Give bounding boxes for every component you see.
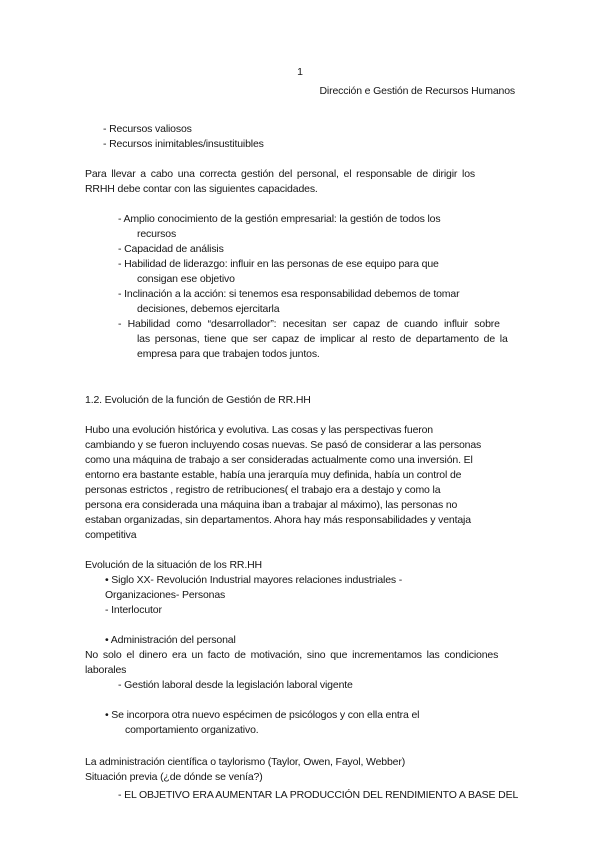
- text-line: Situación previa (¿de dónde se venía?): [85, 771, 263, 783]
- text-line: - EL OBJETIVO ERA AUMENTAR LA PRODUCCIÓN DEL RENDIMIENTO A BASE DEL: [118, 789, 519, 801]
- text-line: estaban organizadas, sin departamentos. Ahora hay más responsabilidades y ventaja: [85, 514, 471, 526]
- spacer: [85, 99, 515, 122]
- text-line: • Siglo XX- Revolución Industrial mayores relaciones industriales -: [105, 574, 403, 586]
- text-line: • Administración del personal: [105, 634, 236, 646]
- spacer: [85, 543, 515, 558]
- text-line: Para llevar a cabo una correcta gestión del personal, el responsable de dirigir los: [85, 168, 476, 180]
- text-line: recursos: [137, 228, 177, 240]
- text-line: laborales: [85, 664, 127, 676]
- text-line: Evolución de la situación de los RR.HH: [85, 559, 262, 571]
- text-line: decisiones, debemos ejercitarla: [137, 303, 280, 315]
- text-line: Organizaciones- Personas: [105, 589, 226, 601]
- text-line: - Capacidad de análisis: [118, 243, 224, 255]
- spacer: [85, 362, 515, 393]
- text-line: personas estrictos , registro de retribuciones( el trabajo era a destajo y como la: [85, 484, 441, 496]
- text-line: entorno era bastante estable, había una jerarquía muy definida, había un control de: [85, 469, 462, 481]
- text-line: - Gestión laboral desde la legislación laboral vigente: [118, 679, 353, 691]
- text-line: • Se incorpora otra nuevo espécimen de psicólogos y con ella entra el: [105, 709, 420, 721]
- spacer: [85, 693, 515, 708]
- text-line: Hubo una evolución histórica y evolutiva. Las cosas y las perspectivas fueron: [85, 424, 433, 436]
- text-line: las personas, tiene que ser capaz de implicar al resto de departamento de la: [137, 333, 508, 345]
- text-line: - Recursos inimitables/insustituibles: [103, 138, 264, 150]
- spacer: [85, 197, 515, 212]
- text-line: - Recursos valiosos: [103, 123, 192, 135]
- spacer: [85, 618, 515, 633]
- page-content: [85, 65, 519, 803]
- text-line: empresa para que trabajen todos juntos.: [137, 348, 320, 360]
- text-line: - Amplio conocimiento de la gestión empresarial: la gestión de todos los: [118, 213, 441, 225]
- spacer: [85, 738, 515, 755]
- text-line: comportamiento organizativo.: [125, 724, 259, 736]
- text-line: persona era considerada una máquina iban a trabajar al máximo), las personas no: [85, 499, 458, 511]
- page-number: 1: [297, 66, 303, 78]
- document-body: [85, 122, 519, 803]
- header-title: Dirección e Gestión de Recursos Humanos: [319, 85, 515, 97]
- text-line: - Inclinación a la acción: si tenemos esa responsabilidad debemos de tomar: [118, 288, 460, 300]
- text-line: - Habilidad de liderazgo: influir en las personas de ese equipo para que: [118, 258, 439, 270]
- text-line: - Interlocutor: [105, 604, 162, 616]
- text-line: RRHH debe contar con las siguientes capacidades.: [85, 183, 318, 195]
- text-line: competitiva: [85, 529, 137, 541]
- text-line: La administración científica o taylorismo (Taylor, Owen, Fayol, Webber): [85, 756, 406, 768]
- spacer: [85, 408, 515, 423]
- section-heading: 1.2. Evolución de la función de Gestión de RR.HH: [85, 394, 311, 406]
- text-line: consigan ese objetivo: [137, 273, 235, 285]
- spacer: [85, 152, 515, 167]
- text-line: No solo el dinero era un facto de motivación, sino que incrementamos las condiciones: [85, 649, 499, 661]
- text-line: como una máquina de trabajo a ser consideradas actualmente como una inversión. El: [85, 454, 473, 466]
- text-line: - Habilidad como “desarrollador”: necesitan ser capaz de cuando influir sobre: [118, 318, 500, 330]
- text-line: cambiando y se fueron incluyendo cosas nuevas. Se pasó de considerar a las personas: [85, 439, 482, 451]
